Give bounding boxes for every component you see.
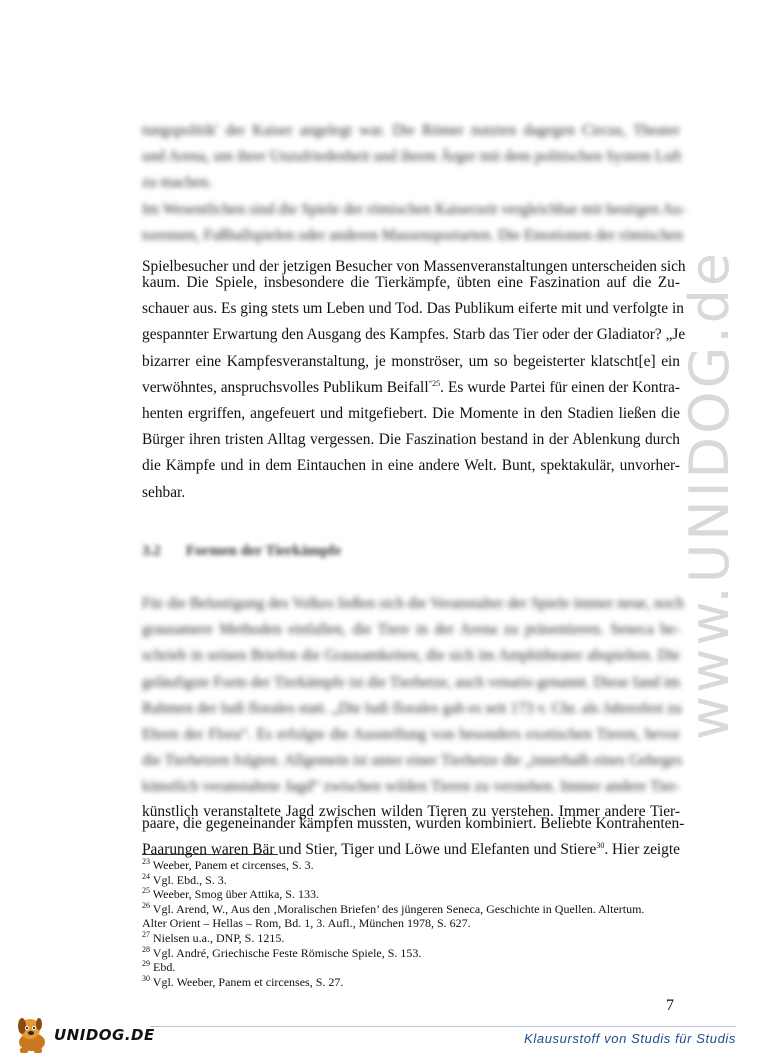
text-line: kaum. Die Spiele, insbesondere die Tierkämpfe, übten eine Faszination auf die Zu-: [142, 274, 680, 291]
text-line: schrieb in seinen Briefen die Grausamkeiten, die sich im Amphitheater abspielten. Die: [142, 647, 680, 665]
text-line: Spielbesucher und der jetzigen Besucher von Massenveranstaltungen unterscheiden sich: [142, 258, 686, 275]
text-line: Bürger ihren tristen Alltag vergessen. Die Faszination bestand in der Ablenkung durch: [142, 431, 680, 449]
footnotes: [142, 858, 680, 989]
footnote-ref: 30: [596, 841, 605, 851]
dog-mascot-icon: [14, 1012, 54, 1054]
footnote: [142, 975, 680, 990]
line-text: . Es wurde Partei für einen der Kontra-: [440, 378, 680, 396]
text-line: die Kämpfe und in dem Eintauchen in eine andere Welt. Bunt, spektakulär, unvorher-: [142, 457, 680, 475]
text-line: henten ergriffen, angefeuert und mitgefiebert. Die Momente in den Stadien ließen die: [142, 405, 680, 423]
text-line: sehbar.: [142, 483, 186, 501]
footer-divider: [150, 1026, 736, 1027]
text-line: tungspolitik' der Kaiser angelegt war. Die Römer nutzten dagegen Circus, Theater: [142, 122, 680, 139]
footnote-text: Alter Orient – Hellas – Rom, Bd. 1, 3. Aufl., München 1978, S. 627.: [142, 916, 471, 931]
footnote-text: Weeber, Smog über Attika, S. 133.: [150, 887, 319, 902]
page-number: 7: [666, 997, 674, 1014]
text-line: schauer aus. Es ging stets um Leben und Tod. Das Publikum eiferte mit und verfolgte in: [142, 300, 684, 318]
footnote-number: 26: [142, 900, 150, 910]
text-line: torennen, Fußballspielen oder anderen Massensportarten. Die Emotionen der römischen: [142, 226, 684, 244]
text-line: Ehren der Flora“. Es erfolgte die Ausstellung von besonders exotischen Tieren, bevor: [142, 726, 680, 744]
footnote-text: Vgl. André, Griechische Feste Römische Spiele, S. 153.: [150, 945, 422, 960]
footnote-number: 27: [142, 929, 150, 939]
text-line: geläufigste Form der Tierkämpfe ist die Tierhetze, auch venatio genannt. Diese fand im: [142, 673, 680, 691]
footnote-text: Vgl. Ebd., S. 3.: [150, 872, 227, 887]
footnote-number: 28: [142, 944, 150, 954]
footnote-continuation: [142, 916, 680, 931]
section-heading: [142, 543, 341, 560]
text-line-with-footnote: [142, 375, 680, 401]
text-line: gespannter Erwartung den Ausgang des Kampfes. Starb das Tier oder der Gladiator? „Je: [142, 326, 686, 344]
text-line: bizarrer eine Kampfesveranstaltung, je monströser, um so begeisterter klatscht[e] ein: [142, 352, 680, 370]
line-text: verwöhntes, anspruchsvolles Publikum Beifall: [142, 378, 429, 396]
footnote-text: Nielsen u.a., DNP, S. 1215.: [150, 930, 285, 945]
text-line: Im Wesentlichen sind die Spiele der römischen Kaiserzeit vergleichbar mit heutigen Au-: [142, 200, 686, 218]
footnote: [142, 946, 680, 961]
footer-tagline: Klausurstoff von Studis für Studis: [524, 1031, 736, 1046]
footnote-text: Weeber, Panem et circenses, S. 3.: [150, 858, 314, 872]
footnote-text: Vgl. Weeber, Panem et circenses, S. 27.: [150, 974, 344, 989]
text-line: die Tierhetzen folgten. Allgemein ist unter einer Tierhetze die „innerhalb eines Geheges: [142, 752, 683, 770]
footnote: [142, 931, 680, 946]
text-line: paare, die gegeneinander kämpfen mussten, wurden kombiniert. Beliebte Kontrahenten-: [142, 815, 685, 832]
watermark-text: www.UNIDOG.de: [678, 249, 741, 740]
footnote-text: Vgl. Arend, W., Aus den ‚Moralischen Briefen’ des jüngeren Seneca, Geschichte in Quellen. Altertum.: [150, 901, 645, 916]
footnote-number: 24: [142, 871, 150, 881]
line-text: . Hier zeigte: [604, 841, 680, 859]
footnote: [142, 858, 680, 873]
text-line: Für die Belustigung des Volkes ließen sich die Veranstalter der Spiele immer neue, noch: [142, 595, 684, 612]
section-title: Formen der Tierkämpfe: [186, 543, 341, 559]
logo-wordmark: UNIDOG.DE: [54, 1026, 155, 1044]
text-line: zu machen.: [142, 174, 213, 192]
text-line: künstlich veranstaltete Jagd zwischen wilden Tieren zu verstehen. Immer andere Tier-: [142, 803, 680, 820]
main-paragraph: [142, 254, 686, 506]
footnote-divider: [142, 854, 278, 855]
unidog-logo[interactable]: [14, 1012, 164, 1054]
footnote-ref: “25: [428, 378, 441, 388]
footnote-text: Ebd.: [150, 960, 176, 975]
text-line: grausamere Methoden einfallen, die Tiere in der Arena zu präsentieren. Seneca be-: [142, 621, 680, 639]
blurred-paragraph-top: [142, 118, 686, 249]
text-line: Rahmen der ludi florales statt. „Die ludi florales gab es seit 173 v. Chr. als Jahresfest zu: [142, 699, 682, 717]
text-line: und Arena, um ihrer Unzufriedenheit und ihrem Ärger mit dem politischen System Luft: [142, 148, 682, 166]
footnote: [142, 887, 680, 902]
section-number: 3.2: [142, 543, 161, 559]
line-text: Paarungen waren Bär und Stier, Tiger und Löwe und Elefanten und Stiere: [142, 841, 597, 859]
blurred-paragraph-mid: [142, 591, 684, 801]
footnote-number: 29: [142, 959, 150, 969]
footnote: [142, 873, 680, 888]
footnote-number: 25: [142, 886, 150, 896]
footnote-number: 23: [142, 857, 150, 866]
footnote: [142, 960, 680, 975]
footnote-number: 30: [142, 973, 150, 983]
footnote: [142, 902, 680, 917]
text-line: künstlich veranstaltete Jagd“ zwischen wilden Tieren zu verstehen. Immer andere Tier-: [142, 778, 680, 796]
